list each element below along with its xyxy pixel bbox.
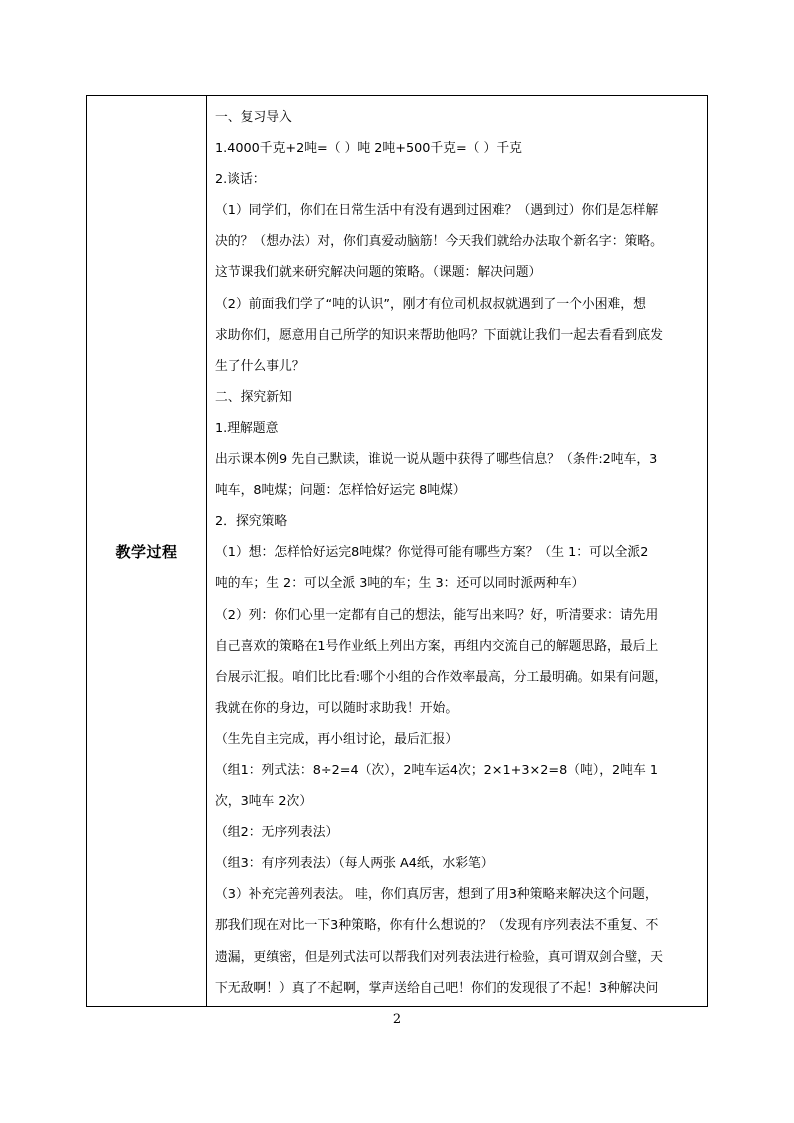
- content-line: 出示课本例9 先自己默读，谁说一说从题中获得了哪些信息？（条件:2吨车，3: [215, 452, 658, 468]
- content-line: （2）列：你们心里一定都有自己的想法，能写出来吗？好，听清要求：请先用: [215, 607, 659, 623]
- content-line: 下无敌啊！）真了不起啊，掌声送给自己吧！你们的发现很了不起！3种解决问: [215, 980, 659, 996]
- content-line: 吨的车；生 2：可以全派 3吨的车；生 3：还可以同时派两种车）: [215, 576, 585, 592]
- content-line: 遗漏，更缜密，但是列式法可以帮我们对列表法进行检验，真可谓双剑合璧，天: [215, 949, 663, 965]
- content-line: 1.理解题意: [215, 420, 279, 436]
- content-line: 2.谈话：: [215, 172, 266, 188]
- content-line: 吨车，8吨煤；问题：怎样恰好运完 8吨煤）: [215, 483, 466, 499]
- content-line: （1）想：怎样恰好运完8吨煤？你觉得可能有哪些方案？（生 1：可以全派2: [215, 545, 649, 561]
- lesson-table: [86, 95, 708, 1007]
- label-cell: [87, 96, 207, 1006]
- section-label: 教学过程: [115, 542, 178, 561]
- content-line: 2．探究策略: [215, 514, 288, 530]
- page-number: 2: [392, 1012, 402, 1027]
- content-line: 那我们现在对比一下3种策略，你有什么想说的？（发现有序列表法不重复、不: [215, 918, 659, 934]
- content-line: （2）前面我们学了“吨的认识”，刚才有位司机叔叔就遇到了一个小困难，想: [215, 296, 646, 312]
- content-line: 次，3吨车 2次）: [215, 794, 313, 810]
- content-line: 一、复习导入: [215, 110, 292, 125]
- content-line: 生了什么事儿？: [215, 358, 305, 374]
- content-line: 求助你们，愿意用自己所学的知识来帮助他吗？下面就让我们一起去看看到底发: [215, 327, 663, 343]
- content-line: （3）补充完善列表法。 哇，你们真厉害，想到了用3种策略来解决这个问题，: [215, 887, 658, 903]
- content-cell: [207, 96, 707, 1006]
- content-line: 决的？（想办法）对，你们真爱动脑筋！今天我们就给办法取个新名字：策略。: [215, 234, 663, 250]
- content-line: 1.4000千克+2吨=（ ）吨 2吨+500千克=（ ）千克: [215, 141, 522, 157]
- content-line: （组1：列式法：8÷2=4（次），2吨车运4次；2×1+3×2=8（吨），2吨车 1: [215, 762, 658, 778]
- content-line: （生先自主完成，再小组讨论，最后汇报）: [215, 731, 459, 747]
- content-line: 我就在你的身边，可以随时求助我！开始。: [215, 700, 459, 716]
- content-line: （组2：无序列表法）: [215, 825, 339, 841]
- content-line: 这节课我们就来研究解决问题的策略。（课题：解决问题）: [215, 265, 542, 281]
- content-line: （1）同学们，你们在日常生活中有没有遇到过困难？（遇到过）你们是怎样解: [215, 203, 659, 219]
- content-line: 自己喜欢的策略在1号作业纸上列出方案，再组内交流自己的解题思路，最后上: [215, 638, 659, 654]
- content-line: 二、探究新知: [215, 389, 292, 405]
- content-line: 台展示汇报。咱们比比看:哪个小组的合作效率最高，分工最明确。如果有问题，: [215, 669, 668, 685]
- content-line: （组3：有序列表法）（每人两张 A4纸，水彩笔）: [215, 856, 494, 872]
